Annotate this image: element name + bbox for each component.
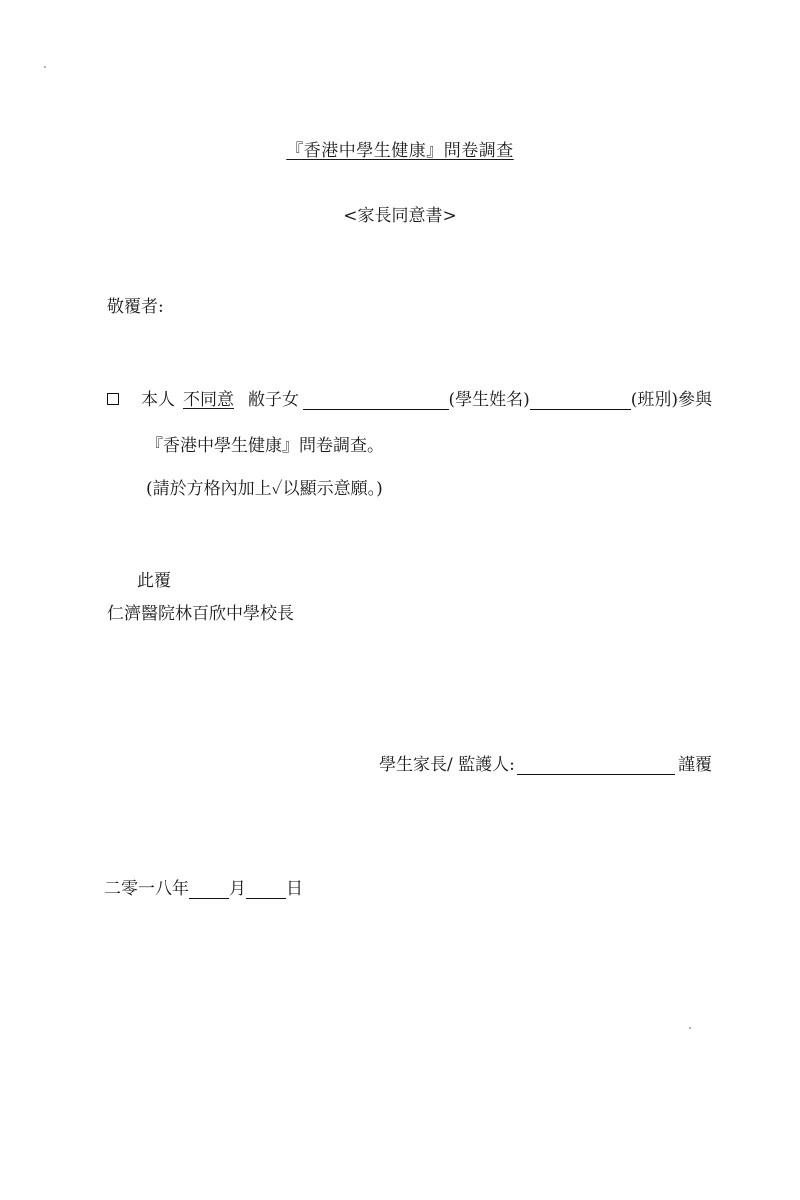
survey-name-line: 『香港中學生健康』問卷調查。 (146, 436, 384, 456)
signature-row (379, 750, 712, 775)
consent-prefix: 本人 (141, 390, 175, 410)
consent-checkbox[interactable] (107, 393, 119, 405)
consent-statement (107, 384, 712, 410)
class-label: (班別) (630, 390, 678, 410)
form-subtitle: <家長同意書> (343, 206, 457, 226)
recipient-text: 仁濟醫院林百欣中學校長 (107, 604, 294, 624)
survey-title: 『香港中學生健康』問卷調查 (286, 141, 514, 161)
month-label: 月 (229, 879, 246, 899)
student-name-field[interactable] (303, 391, 449, 410)
class-field[interactable] (530, 391, 631, 410)
month-field[interactable] (189, 880, 229, 899)
day-field[interactable] (246, 880, 286, 899)
closing-text: 此覆 (137, 571, 171, 591)
salutation: 敬覆者: (107, 297, 164, 317)
student-name-label: (學生姓名) (448, 390, 530, 410)
page-title (0, 136, 800, 161)
child-label: 敝子女 (248, 390, 299, 410)
signature-field[interactable] (517, 756, 675, 775)
scan-speck (44, 66, 46, 68)
signature-suffix: 謹覆 (678, 755, 712, 775)
date-row (104, 874, 303, 899)
not-agree-text: 不同意 (183, 390, 234, 410)
date-year: 二零一八年 (104, 879, 189, 899)
participate-label: 參與 (678, 390, 712, 410)
signature-label: 學生家長/ 監護人: (379, 755, 515, 775)
day-label: 日 (286, 879, 303, 899)
instruction-line: (請於方格內加上✓以顯示意願。) (146, 479, 383, 499)
scan-speck (689, 1027, 691, 1029)
